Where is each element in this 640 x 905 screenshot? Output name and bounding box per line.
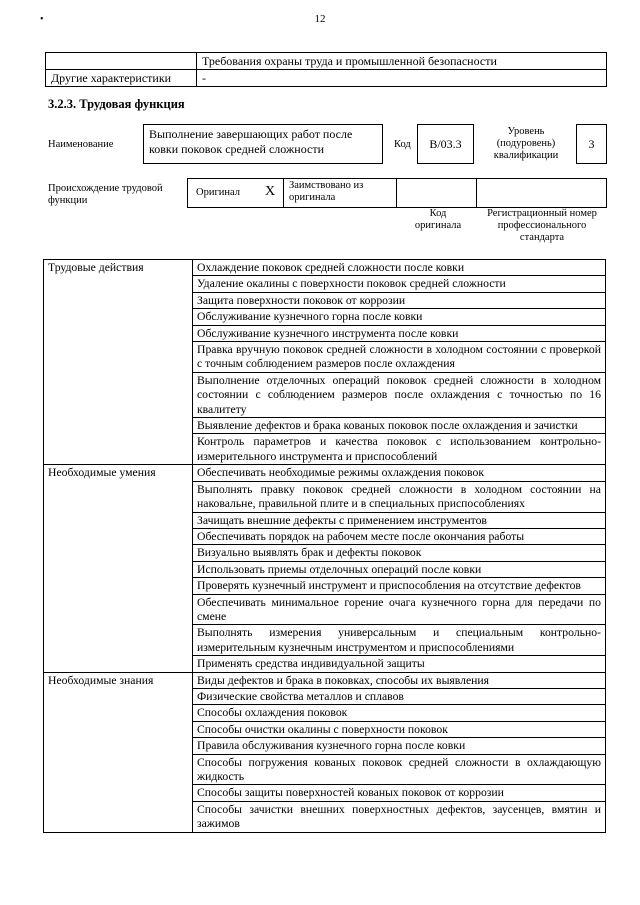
section-label: Необходимые умения bbox=[44, 465, 193, 672]
name-label: Наименование bbox=[48, 139, 114, 150]
name-value: Выполнение завершающих работ после ковки поковок средней сложности bbox=[143, 124, 383, 164]
section-item: Способы очистки окалины с поверхности поковок bbox=[193, 721, 606, 737]
section-item: Защита поверхности поковок от коррозии bbox=[193, 292, 606, 308]
level-label: Уровень (подуровень) квалификации bbox=[493, 126, 559, 161]
section-item: Обслуживание кузнечного горна после ковки bbox=[193, 309, 606, 325]
origin-box bbox=[187, 178, 607, 208]
section-item: Способы защиты поверхностей кованых поковок от коррозии bbox=[193, 785, 606, 801]
top-table-row2-label: Другие характеристики bbox=[46, 70, 197, 87]
section-item: Проверять кузнечный инструмент и приспособления на отсутствие дефектов bbox=[193, 578, 606, 594]
section-item: Способы погружения кованых поковок средней сложности в охлаждающую жидкость bbox=[193, 754, 606, 785]
origin-divider-1 bbox=[283, 178, 284, 208]
reg-number-caption: Регистрационный номер профессионального стандарта bbox=[487, 208, 597, 243]
table-row bbox=[44, 465, 606, 481]
code-value: B/03.3 bbox=[417, 124, 474, 164]
top-table-row2-value: - bbox=[197, 70, 607, 87]
top-table-row1-value: Требования охраны труда и промышленной безопасности bbox=[197, 53, 607, 70]
section-item: Виды дефектов и брака в поковках, способы их выявления bbox=[193, 672, 606, 688]
section-item: Выполнение отделочных операций поковок средней сложности в холодном состоянии с соблюдением размеров после охлаждения с точностью по 16 квалитету bbox=[193, 372, 606, 417]
section-item: Обеспечивать минимальное горение очага кузнечного горна для передачи по смене bbox=[193, 594, 606, 625]
page-number: 12 bbox=[314, 13, 326, 25]
code-label: Код bbox=[394, 139, 411, 150]
section-item: Выявление дефектов и брака кованых поковок после охлаждения и зачистки bbox=[193, 418, 606, 434]
page-mark: • bbox=[40, 14, 44, 25]
top-table bbox=[45, 52, 607, 87]
section-item: Применять средства индивидуальной защиты bbox=[193, 656, 606, 672]
section-item: Удаление окалины с поверхности поковок средней сложности bbox=[193, 276, 606, 292]
section-item: Выполнять измерения универсальным и специальным контрольно-измерительным кузнечным инструментом и приспособлениями bbox=[193, 625, 606, 656]
section-label: Необходимые знания bbox=[44, 672, 193, 832]
original-mark: X bbox=[265, 184, 276, 199]
section-item: Обслуживание кузнечного инструмента после ковки bbox=[193, 325, 606, 341]
section-item: Обеспечивать порядок на рабочем месте после окончания работы bbox=[193, 528, 606, 544]
section-item: Использовать приемы отделочных операций после ковки bbox=[193, 561, 606, 577]
section-label: Трудовые действия bbox=[44, 260, 193, 465]
function-details-table bbox=[43, 259, 606, 833]
borrowed-label: Заимствовано из оригинала bbox=[289, 180, 364, 203]
top-table-empty-cell bbox=[46, 53, 197, 70]
origin-divider-3 bbox=[476, 178, 477, 208]
section-item: Физические свойства металлов и сплавов bbox=[193, 688, 606, 704]
table-row bbox=[44, 672, 606, 688]
section-item: Обеспечивать необходимые режимы охлаждения поковок bbox=[193, 465, 606, 481]
original-label: Оригинал bbox=[196, 187, 240, 198]
section-item: Способы охлаждения поковок bbox=[193, 705, 606, 721]
section-item: Визуально выявлять брак и дефекты поковок bbox=[193, 545, 606, 561]
table-row bbox=[44, 260, 606, 276]
level-value: 3 bbox=[576, 124, 607, 164]
code-origin-caption: Код оригинала bbox=[414, 208, 462, 231]
origin-label: Происхождение трудовой функции bbox=[48, 183, 163, 206]
section-item: Правила обслуживания кузнечного горна после ковки bbox=[193, 738, 606, 754]
section-item: Контроль параметров и качества поковок с использованием контрольно-измерительного инструмента и приспособлений bbox=[193, 434, 606, 465]
section-item: Способы зачистки внешних поверхностных дефектов, заусенцев, вмятин и зажимов bbox=[193, 801, 606, 832]
section-item: Охлаждение поковок средней сложности после ковки bbox=[193, 260, 606, 276]
origin-divider-2 bbox=[396, 178, 397, 208]
section-item: Выполнять правку поковок средней сложности в холодном состоянии на наковальне, правильной плите и в специальных приспособлениях bbox=[193, 481, 606, 512]
section-item: Правка вручную поковок средней сложности в холодном состоянии с проверкой с точным соблюдением размеров после охлаждения bbox=[193, 342, 606, 373]
section-title: 3.2.3. Трудовая функция bbox=[48, 97, 185, 111]
section-item: Зачищать внешние дефекты с применением инструментов bbox=[193, 512, 606, 528]
